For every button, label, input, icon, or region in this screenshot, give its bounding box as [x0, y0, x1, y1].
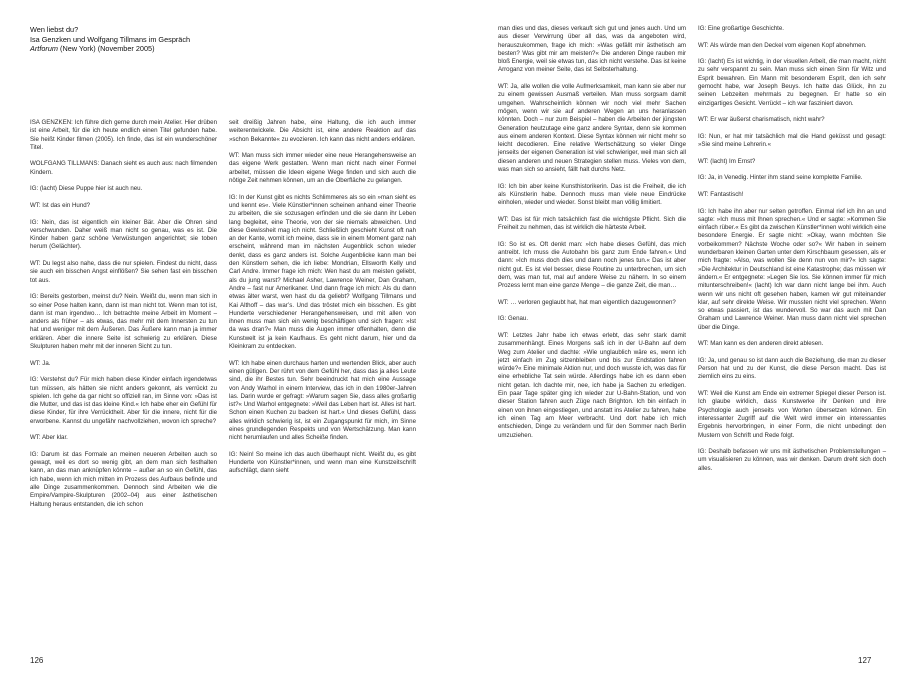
source-italic: Artforum: [30, 44, 58, 54]
article-header: [30, 25, 190, 54]
right-page: [451, 0, 901, 689]
paragraph: WT: Das ist für mich tatsächlich fast die wichtigste Pflicht. Sich die Freiheit zu nehmen, das ist wirklich die härteste Arbeit.: [498, 215, 686, 232]
paragraph: IG: Deshalb befassen wir uns mit ästhetischen Problemstellungen – um visualisieren zu können, was wir denken. Darum dreht sich doch alles.: [698, 448, 886, 472]
paragraph: IG: Ja, in Venedig. Hinter ihm stand seine komplette Familie.: [698, 174, 863, 182]
page-number-left: 126: [30, 656, 44, 665]
paragraph: WT: Aber klar.: [30, 434, 68, 442]
paragraph: seit dreißig Jahren habe, eine Haltung, die ich auch immer weiterentwickele. Die Absicht ist, eine andere Reaktion auf das »schon Bekannte« zu evozieren. Ich kann das nicht anders erklären.: [229, 119, 416, 143]
text-column-2: [229, 119, 416, 484]
paragraph: WT: Ja.: [30, 359, 51, 367]
paragraph: WT: Ich habe einen durchaus harten und wertenden Blick, aber auch einen gütigen. Der rührt von dem Gefühl her, dass das ja alles Leute sind, die ihr Bestes tun. Sehr beeindruckt hat mich eine Aussage von Andy Warhol in einem Interview, das ich in den 1980er-Jahren las. Darin wurde er gefragt: »Warum sagen Sie, dass alles großartig ist?« Und Warhol entgegnete: »Weil das Leben hart ist. Alles ist hart. Schon einen Kuchen zu backen ist hart.« Und dieses Gefühl, dass alles wirklich schwierig ist, ist ein Zugangspunkt für mich, im Sinne eines grundlegenden Respekts und von Wertschätzung. Man kann nicht herumlaufen und alles Scheiße finden.: [229, 359, 416, 442]
text-column-4: [698, 25, 886, 481]
paragraph: WT: Als würde man den Deckel vom eigenen Kopf abnehmen.: [698, 41, 867, 49]
paragraph: IG: So ist es. Oft denkt man: »Ich habe dieses Gefühl, das mich antreibt. Ich muss die Autobahn bis ganz zum Ende fahren.« Und dann: »Ich muss doch dies und dann noch jenes tun.« Das ist aber nicht gut. Es ist viel besser, diese Routine zu unterbrechen, um sich dem, was man tut, mal auf andere Weise zu nähern. In so einem Prozess lernt man eine ganze Menge – die ganze Zeit, die man…: [498, 240, 686, 290]
source-rest: (New York) (November 2005): [57, 44, 155, 54]
paragraph: IG: Ja, und genau so ist dann auch die Beziehung, die man zu dieser Person hat und zu der Kunst, die diese Person macht. Das ist ziemlich eins zu eins.: [698, 356, 886, 381]
paragraph: IG: Ich bin aber keine Kunsthistorikerin. Das ist die Freiheit, die ich als Künstlerin habe. Dennoch muss man viele neue Eindrücke einholen, wieder und wieder. Sonst bleibt man völlig limitiert.: [498, 182, 686, 207]
paragraph: WT: Ja, alle wollen die volle Aufmerksamkeit, man kann sie aber nur zu einem gewissen Ausmaß verteilen. Man muss sorgsam damit umgehen. Wahrscheinlich können wir noch viel mehr Sachen mögen, wenn wir sie auf anderen Wegen an uns heranlassen könnten. Doch – nur zum Beispiel – haben die Arbeiten der jüngsten Generation heutzutage eine ganz andere Syntax, denn sie kommen aus einem anderen Kontext. Diese Syntax können wir nicht mehr so leicht decodieren. Eine relative Wertschätzung so vieler Dinge jenseits der eigenen Generation ist viel schwieriger, weil man sich all diesen anderen und neuen Strategien stellen muss. Vieles von dem, was man sich so ansieht, fällt halt durchs Netz.: [498, 83, 686, 174]
paragraph: IG: Genau.: [498, 315, 529, 323]
paragraph: ISA GENZKEN: Ich führe dich gerne durch mein Atelier. Hier drüben ist eine Arbeit, für die ich heute endlich einen Titel gefunden habe. Sie heißt Kinder filmen (2005). Ich finde, das ist ein wunderschöner Titel.: [30, 119, 217, 151]
paragraph: WT: Du legst also nahe, dass die nur spielen. Findest du nicht, dass sie auch ein bisschen Angst einflößen? Sie sehen fast ein bisschen tot aus.: [30, 260, 217, 284]
paragraph: WOLFGANG TILLMANS: Danach sieht es auch aus: nach filmenden Kindern.: [30, 160, 217, 176]
paragraph: IG: Verstehst du? Für mich haben diese Kinder einfach irgendetwas tun müssen, als hätten sie nicht anders gekonnt, als verrückt zu spielen. Ich gehe da gar nicht so offiziell ran, im Sinne von: »Das ist die Mutter, und das ist das kleine Kind.« Ich habe eher ein Gefühl für diese Kinder, für ihre Verrücktheit. Aber für die innere, nicht für die erworbene. Kannst du ungefähr nachvollziehen, wovon ich spreche?: [30, 376, 217, 425]
paragraph: IG: Ich habe ihn aber nur selten getroffen. Einmal rief ich ihn an und sagte: »Ich muss mit Ihnen sprechen.« Und er sagte: »Kommen Sie einfach rüber.« Es gibt da zwischen Künstler*innen wohl wirklich eine besondere Energie. Er sagte nicht: »Okay, wann möchten Sie vorbeikommen? Nächste Woche oder so?« Wir haben in seinem wunderbaren kleinen Garten unter dem Kirschbaum gesessen, als er mich fragte: »Also, was wollen Sie denn nun von mir?« Ich sagte: »Die Architektur in Deutschland ist eine Katastrophe; das müssen wir ändern.« Er entgegnete: »Legen Sie los. Sie können immer für mich mitunterschreiben!« (lacht) Ich war dann nicht lange bei ihm. Auch wenn wir uns nicht oft gesehen haben, kamen wir gut miteinander klar, auf sehr direkte Weise. Wir mussten nicht viel sprechen. Wenn so etwas passiert, ist das wundervoll. So war das auch mit Dan Graham und Lawrence Weiner. Man muss dann nicht viel sprechen über die Dinge.: [698, 207, 886, 331]
article-source: [30, 44, 190, 54]
paragraph: WT: Man muss sich immer wieder eine neue Herangehensweise an das eigene Werk gestatten. Wenn man nicht nach einer Formel arbeitet, müssen die Ideen eigene Wege finden und sich auch die nötige Zeit nehmen können, um an die Oberfläche zu gelangen.: [229, 152, 416, 185]
paragraph: IG: Nein! So meine ich das auch überhaupt nicht. Weißt du, es gibt Hunderte von Künstler*innen, und wenn man eine Kunstzeitschrift aufschlägt, dann sieht: [229, 450, 416, 475]
paragraph: WT: Weil die Kunst am Ende ein extremer Spiegel dieser Person ist. Ich glaube wirklich, dass Kunstwerke ihr Denken und ihre Psychologie auch jenseits von Worten übersetzen können. Ein interessanter Zugriff auf die Welt wird immer ein interessantes Ergebnis hervorbringen, in einer Form, die nicht unbedingt den Mustern von Schrift und Rede folgt.: [698, 390, 886, 439]
paragraph: WT: Er war äußerst charismatisch, nicht wahr?: [698, 116, 825, 124]
article-subtitle: Isa Genzken und Wolfgang Tillmans im Gespräch: [30, 34, 191, 44]
left-page: [0, 0, 450, 689]
paragraph: IG: Eine großartige Geschichte.: [698, 25, 785, 32]
paragraph: IG: In der Kunst gibt es nichts Schlimmeres als so ein »man sieht es und kennt es«. Viele Künstler*innen scheinen anhand einer Theorie zu arbeiten, die sie sozusagen erfinden und die sie dann ihr Leben lang begleitet, eine Theorie, von der sie niemals abweichen. Und diese Gewissheit mag ich nicht. Schließlich geschieht Kunst oft nah an der Kante, womit ich meine, dass sie in einem Moment ganz nah erscheint, während man im nächsten Augenblick schon wieder denkt, dass es ganz anders ist. Solche Augenblicke kann man bei den Künstlern sehen, die ich liebe: Mondrian, Ellsworth Kelly und Carl Andre. Immer frage ich mich: Wen hast du am meisten geliebt, als du jung warst? Michael Asher, Lawrence Weiner, Dan Graham, Andre – fast nur Amerikaner. Und dann frage ich mich: Als du dann etwas älter warst, wen hast du da geliebt? Wolfgang Tillmans und Kai Althoff – das war’s. Und das tröstet mich ein bisschen. Es gibt Hunderte verschiedener Herangehensweisen, und mit allen von ihnen muss man sich ein wenig beschäftigen und sich fragen: »Ist da was dran?« Man muss die Augen immer offenhalten, denn die Kunstwelt ist ja kein Kaufhaus. Es geht nicht darum, hier und da Kleinkram zu entdecken.: [229, 193, 416, 351]
paragraph: WT: Ist das ein Hund?: [30, 201, 91, 209]
paragraph: IG: (lacht) Diese Puppe hier ist auch neu.: [30, 185, 143, 193]
paragraph: IG: Nein, das ist eigentlich ein kleiner Bär. Aber die Ohren sind verschwunden. Daher weiß man nicht so genau, was es ist. Die Kinder haben ganz schöne Verwüstungen angerichtet; sie toben herum (Gelächter).: [30, 218, 217, 251]
text-column-3: [498, 25, 686, 448]
paragraph: WT: … verloren geglaubt hat, hat man eigentlich dazugewonnen?: [498, 298, 676, 306]
paragraph: WT: Man kann es den anderen direkt ablesen.: [698, 340, 824, 348]
paragraph: IG: Darum ist das Formale an meinen neueren Arbeiten auch so gewagt, weil es dort so wenig gibt, an dem man sich festhalten kann, an das man anknüpfen könnte – außer an so ein Gefühl, das ich habe, wenn ich mich mitten im Prozess des Aufbaus befinde und alle Dinge zusammenkommen. Dennoch sind Arbeiten wie die Empire/Vampire-Skulpturen (2002–04) aus einer ästhetischen Haltung heraus entstanden, die ich schon: [30, 450, 217, 508]
paragraph: WT: (lacht) Im Ernst?: [698, 157, 756, 165]
paragraph: IG: (lacht) Es ist wichtig, in der visuellen Arbeit, die man macht, nicht zu sehr verspannt zu sein. Man muss sich einen Sinn für Witz und Esprit bewahren. Ein Mann mit besonderem Esprit, den ich sehr gemocht habe, war Joseph Beuys. Ich hatte das Glück, ihn zu seinen Lebzeiten mehrmals zu begegnen. Er hatte so ein einzigartiges Gesicht. Verrückt – ich war fasziniert davon.: [698, 58, 886, 107]
paragraph: man dies und das, dieses verkauft sich gut und jenes auch. Und um aus dieser Verwirrung über all das, was da angeboten wird, herauszukommen, frage ich mich: »Was gefällt mir ästhetisch am besten? Was gibt mir am meisten?« Die anderen Dinge rauben mir bloß Energie, weil sie etwas tun, das ich nicht verstehe. Das ist keine Arroganz von meiner Seite, das ist Selbsterhaltung.: [498, 25, 686, 74]
page-number-right: 127: [858, 656, 872, 665]
paragraph: WT: Letztes Jahr habe ich etwas erlebt, das sehr stark damit zusammenhängt. Eines Morgens saß ich in der U-Bahn auf dem Weg zum Atelier und dachte: »Wie unglaublich wäre es, wenn ich jetzt einfach im Zug sitzenbleiben und bis zur Endstation fahren würde?« Eine minimale Aktion nur, und doch wusste ich, was das für eine erhebliche Tat sein würde. Allerdings habe ich es dann eben nicht getan. Ich dachte mir, nee, ich habe ja Sachen zu erledigen. Ein paar Tage später ging ich wieder zur U-Bahn-Station, und von dieser Station fahren auch Züge nach Brighton. Ich bin einfach in einen von ihnen eingestiegen, und anstatt ins Atelier zu fahren, habe ich einen Tag am Meer verbracht. Und dort habe ich mich entschieden, Dinge zu verändern und für den Sommer nach Berlin umzuziehen.: [498, 331, 686, 439]
paragraph: WT: Fantastisch!: [698, 190, 744, 198]
article-title: Wen liebst du?: [30, 25, 79, 34]
paragraph: IG: Nun, er hat mir tatsächlich mal die Hand geküsst und gesagt: »Sie sind meine Lehrerin.«: [698, 132, 886, 149]
paragraph: IG: Bereits gestorben, meinst du? Nein. Weißt du, wenn man sich in so einer Pose halten kann, dann ist man nicht tot. Wenn man tot ist, dann ist man irgendwo… Ich betrachte meine Arbeit im Moment – anders als früher – als etwas, das mehr mit dem Innersten zu tun hat und weniger mit dem Äußeren. Das Äußere kann man ja immer erklären. Aber die innere Seite ist schwierig zu erklären. Diese Skulpturen haben mehr mit der inneren Sicht zu tun.: [30, 293, 217, 351]
text-column-1: [30, 119, 217, 517]
